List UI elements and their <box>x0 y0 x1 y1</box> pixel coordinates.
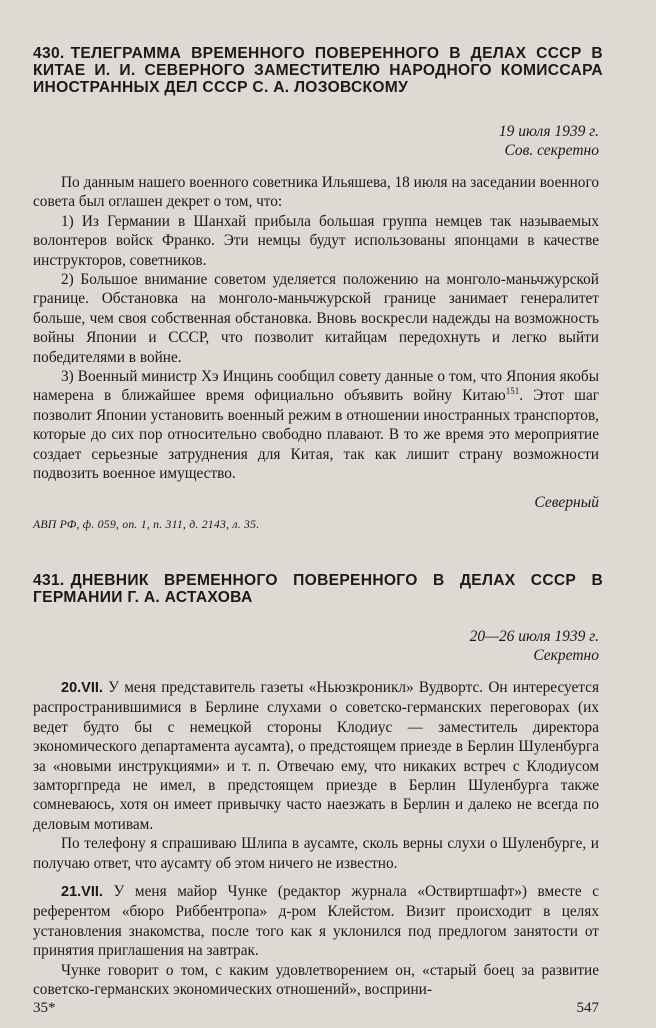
doc430-body <box>33 173 599 484</box>
doc431-number: 431. <box>33 572 65 589</box>
doc431-heading <box>33 572 603 606</box>
doc430-paragraph-4 <box>33 367 599 483</box>
doc431-classification: Секретно <box>533 647 599 664</box>
doc431-date: 20—26 июля 1939 г. <box>469 628 599 645</box>
doc430-number: 430. <box>33 45 65 62</box>
entry-text: У меня представитель газеты «Ньюзкроникл» Вудвортс. Он интересуется распространившимися в Берлине слухами о советско-германских переговорах (их ведет будто бы с немецкой стороны Клодиус — заместитель директора экономического департамента аусамта), о предстоящем приезде в Берлин Шуленбурга за «новыми инструкциями» и т. п. Отвечаю ему, что никаких встреч с Клодиусом замторгпреда не имел, в предстоящем приезде в Берлин Шуленбурга также сомневаюсь, хотя он имеет привычку часто наезжать в Берлин и далеко не всегда по деловым мотивам. <box>33 679 599 833</box>
doc431-entry-1-paragraph-2: По телефону я спрашиваю Шлипа в аусамте, сколь верны слухи о Шуленбурге, и получаю ответ, что аусамту об этом ничего не известно. <box>33 835 599 872</box>
doc430-archive-source: АВП РФ, ф. 059, оп. 1, п. 311, д. 2143, л. 35. <box>33 517 260 531</box>
doc430-paragraph-2: 1) Из Германии в Шанхай прибыла большая группа немцев так называемых волонтеров войск Франко. Эти немцы будут использованы японцами в качестве инструкторов, советников. <box>33 212 599 269</box>
doc430-signature: Северный <box>534 494 599 511</box>
doc430-heading <box>33 45 603 96</box>
doc430-date: 19 июля 1939 г. <box>498 123 599 140</box>
doc431-entry-1 <box>33 678 599 834</box>
doc430-paragraph-4b: . Этот шаг позволит Японии установить военный режим в отношении иностранных транспортов, которые до сих пор относительно свободно плавают. В то же время это мероприятие создает серьезные затруднения для Китая, так как лишит страну возможности подвозить военное имущество. <box>33 387 600 483</box>
entry-date: 20.VII. <box>61 680 103 696</box>
doc431-entry-2-paragraph-2: Чунке говорит о том, с каким удовлетворением он, «старый боец за развитие советско-германских экономических отношений», восприни- <box>33 961 599 999</box>
doc430-paragraph-4a: 3) Военный министр Хэ Инцинь сообщил совету данные о том, что Япония якобы намерена в ближайшее время официально объявить войну Китаю <box>33 368 599 405</box>
doc431-entry-2 <box>33 882 599 961</box>
doc431-meta <box>470 627 599 665</box>
doc431-title: ДНЕВНИК ВРЕМЕННОГО ПОВЕРЕННОГО В ДЕЛАХ СССР В ГЕРМАНИИ Г. А. АСТАХОВА <box>33 572 603 606</box>
footnote-ref: 151 <box>505 386 520 397</box>
doc430-paragraph-1: По данным нашего военного советника Ильяшева, 18 июля на заседании военного совета был оглашен декрет о том, что: <box>33 174 599 211</box>
entry-text: У меня майор Чунке (редактор журнала «Оствиртшафт») вместе с референтом «бюро Риббентропа» д-ром Клейстом. Визит происходит в целях установления знакомства, после того как я уклонился под предлогом занятости от принятия приглашения на завтрак. <box>33 883 600 960</box>
doc430-paragraph-3: 2) Большое внимание советом уделяется положению на монголо-маньчжурской границе. Обстановка на монголо-маньчжурской границе занимает генералитет больше, чем своя собственная обстановка. Вновь воскресли надежды на возможность войны Японии и СССР, что позволит китайцам передохнуть и легко выйти победителями в войне. <box>33 271 599 366</box>
doc430-meta <box>499 122 599 160</box>
doc431-body <box>33 678 599 1000</box>
page-number: 547 <box>576 1000 599 1016</box>
signature-mark: 35* <box>33 1000 56 1016</box>
doc430-classification: Сов. секретно <box>504 142 599 159</box>
doc430-title: ТЕЛЕГРАММА ВРЕМЕННОГО ПОВЕРЕННОГО В ДЕЛАХ СССР В КИТАЕ И. И. СЕВЕРНОГО ЗАМЕСТИТЕЛЮ НАРОДНОГО КОМИССАРА ИНОСТРАННЫХ ДЕЛ СССР С. А. ЛОЗОВСКОМУ <box>33 45 603 96</box>
entry-date: 21.VII. <box>61 884 103 901</box>
